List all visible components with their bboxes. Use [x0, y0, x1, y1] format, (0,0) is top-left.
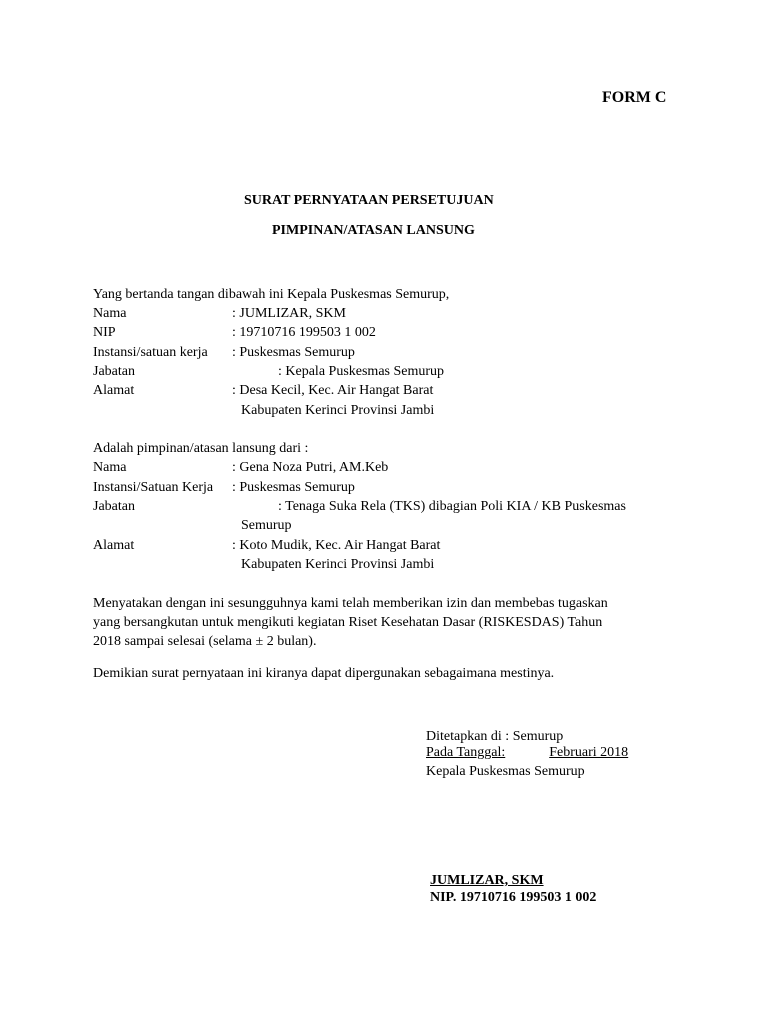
subordinate-jabatan-value-2: Semurup	[241, 518, 292, 533]
signer-nip-label: NIP	[93, 325, 116, 340]
signer-alamat-value-1: : Desa Kecil, Kec. Air Hangat Barat	[232, 383, 434, 398]
title-line-1: SURAT PERNYATAAN PERSETUJUAN	[244, 193, 494, 208]
title-line-2: PIMPINAN/ATASAN LANSUNG	[272, 223, 475, 238]
form-label: FORM C	[602, 89, 667, 106]
subordinate-instansi-value: : Puskesmas Semurup	[232, 480, 355, 495]
signer-nip: NIP. 19710716 199503 1 002	[430, 890, 597, 905]
subordinate-alamat-label: Alamat	[93, 538, 135, 553]
signer-position: Kepala Puskesmas Semurup	[426, 764, 585, 779]
place-line: Ditetapkan di : Semurup	[426, 729, 564, 744]
subordinate-instansi-label: Instansi/Satuan Kerja	[93, 480, 214, 495]
intro-text: Yang bertanda tangan dibawah ini Kepala Puskesmas Semurup,	[93, 287, 450, 302]
subordinate-alamat-value-1: : Koto Mudik, Kec. Air Hangat Barat	[232, 538, 441, 553]
statement-line-3: 2018 sampai selesai (selama ± 2 bulan).	[93, 634, 317, 649]
signer-instansi-label: Instansi/satuan kerja	[93, 345, 208, 360]
subordinate-jabatan-label: Jabatan	[93, 499, 135, 514]
signer-nip-value: : 19710716 199503 1 002	[232, 325, 376, 340]
date-line	[426, 743, 656, 762]
subordinate-nama-value: : Gena Noza Putri, AM.Keb	[232, 460, 389, 475]
signer-instansi-value: : Puskesmas Semurup	[232, 345, 355, 360]
subordinate-intro: Adalah pimpinan/atasan lansung dari :	[93, 441, 309, 456]
signer-nama-value: : JUMLIZAR, SKM	[232, 306, 346, 321]
subordinate-nama-label: Nama	[93, 460, 127, 475]
signer-name: JUMLIZAR, SKM	[430, 873, 544, 888]
closing-text: Demikian surat pernyataan ini kiranya dapat dipergunakan sebagaimana mestinya.	[93, 666, 555, 681]
signer-nama-label: Nama	[93, 306, 127, 321]
statement-line-1: Menyatakan dengan ini sesungguhnya kami telah memberikan izin dan membebas tugaskan	[93, 596, 608, 611]
subordinate-alamat-value-2: Kabupaten Kerinci Provinsi Jambi	[241, 557, 435, 572]
signer-jabatan-label: Jabatan	[93, 364, 135, 379]
signer-alamat-label: Alamat	[93, 383, 135, 398]
signer-alamat-value-2: Kabupaten Kerinci Provinsi Jambi	[241, 403, 435, 418]
statement-line-2: yang bersangkutan untuk mengikuti kegiatan Riset Kesehatan Dasar (RISKESDAS) Tahun	[93, 615, 603, 630]
date-label: Pada Tanggal:	[426, 745, 506, 760]
date-value: Februari 2018	[549, 745, 629, 760]
signer-jabatan-value: : Kepala Puskesmas Semurup	[278, 364, 445, 379]
subordinate-jabatan-value-1: : Tenaga Suka Rela (TKS) dibagian Poli KIA / KB Puskesmas	[278, 499, 626, 514]
